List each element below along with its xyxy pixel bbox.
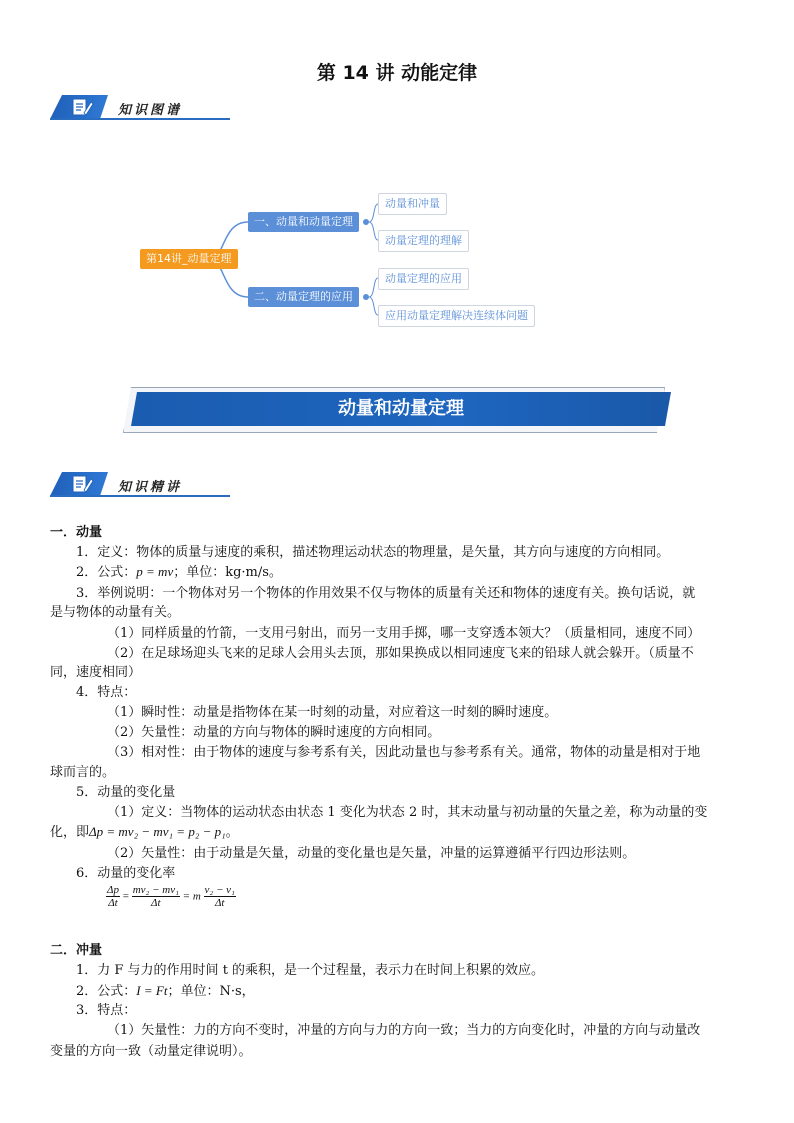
paragraph (50, 822, 239, 843)
topic-banner (123, 387, 671, 433)
section-title: 知识图谱 (118, 103, 183, 118)
paragraph: （1）矢量性：力的方向不变时，冲量的方向与力的方向一致；当力的方向变化时，冲量的方向与动量改 (107, 1023, 701, 1038)
heading-impulse: 二．冲量 (50, 943, 103, 958)
paragraph: 5．动量的变化量 (76, 785, 176, 800)
paragraph (76, 562, 282, 583)
paragraph: （1）同样质量的竹箭，一支用弓射出，而另一支用手掷，哪一支穿透本领大？（质量相同，速度不同） (107, 626, 701, 641)
paragraph: 同，速度相同） (50, 665, 142, 680)
paragraph: 6．动量的变化率 (76, 866, 176, 881)
banner-title: 动量和动量定理 (338, 398, 464, 419)
text: 2．公式： (76, 565, 137, 580)
heading-momentum: 一．动量 (50, 525, 103, 540)
numerator: Δp (107, 884, 119, 896)
formula: p = mv (136, 564, 174, 579)
denominator: Δt (151, 897, 161, 909)
formula: I = Ft (136, 983, 168, 998)
text: 化，即 (50, 825, 90, 840)
paragraph: （1）定义：当物体的运动状态由状态 1 变化为状态 2 时，其末动量与初动量的矢量之差，称为动量的变 (107, 805, 708, 820)
paragraph: 1．定义：物体的质量与速度的乘积，描述物理运动状态的物理量，是矢量，其方向与速度的方向相同。 (76, 545, 670, 560)
mindmap-leaf: 动量定理的应用 (378, 268, 469, 290)
paragraph: 1．力 F 与力的作用时间 t 的乘积，是一个过程量，表示力在时间上积累的效应。 (76, 963, 545, 978)
notepad-icon (70, 474, 94, 494)
text: 2．公式： (76, 984, 137, 999)
fraction (106, 884, 120, 909)
denominator: Δt (108, 897, 118, 909)
multiplier: = m (182, 890, 201, 903)
section-underline (50, 118, 230, 120)
fraction (204, 884, 236, 909)
paragraph: （3）相对性：由于物体的速度与参考系有关，因此动量也与参考系有关。通常，物体的动量是相对于地 (107, 745, 701, 760)
paragraph (76, 981, 255, 1002)
text: ；单位：kg·m/s。 (173, 565, 282, 580)
notepad-icon (70, 97, 94, 117)
paragraph: 4．特点： (76, 685, 137, 700)
mindmap-leaf: 动量定理的理解 (378, 230, 469, 252)
paragraph: 3．举例说明：一个物体对另一个物体的作用效果不仅与物体的质量有关还和物体的速度有关。换句话说，就 (76, 586, 696, 601)
page-title: 第 14 讲 动能定律 (316, 62, 478, 84)
mindmap-leaf: 应用动量定理解决连续体问题 (378, 305, 535, 327)
numerator: mv₂ − mv₁ (132, 884, 179, 896)
paragraph: 是与物体的动量有关。 (50, 605, 181, 620)
section-header-map (0, 95, 300, 123)
paragraph: 变量的方向一致（动量定律说明）。 (50, 1044, 252, 1059)
mindmap-branch-2: 二、动量定理的应用 (248, 287, 359, 307)
paragraph: 3．特点： (76, 1003, 137, 1018)
text: 。 (225, 825, 239, 840)
mindmap-branch-1: 一、动量和动量定理 (248, 212, 359, 232)
paragraph: （2）矢量性：动量的方向与物体的瞬时速度的方向相同。 (107, 725, 441, 740)
section-header-lecture (0, 472, 300, 500)
section-underline (50, 495, 230, 497)
paragraph: 球而言的。 (50, 765, 116, 780)
formula: Δp = mv₂ − mv₁ = p₂ − p₁ (89, 824, 226, 839)
paragraph: （2）在足球场迎头飞来的足球人会用头去顶，那如果换成以相同速度飞来的铅球人就会躲开。（质量不 (107, 646, 694, 661)
paragraph: （2）矢量性：由于动量是矢量，动量的变化量也是矢量，冲量的运算遵循平行四边形法则。 (107, 846, 636, 861)
denominator: Δt (214, 897, 225, 909)
text: ；单位：N·s， (167, 984, 255, 999)
rate-formula (106, 884, 236, 918)
numerator: v₂ − v₁ (204, 884, 235, 896)
section-title: 知识精讲 (118, 480, 183, 495)
equals-sign: = (122, 890, 129, 903)
mindmap-root: 第14讲_动量定理 (140, 249, 238, 269)
fraction (132, 884, 180, 909)
mindmap-leaf: 动量和冲量 (378, 193, 447, 215)
paragraph: （1）瞬时性：动量是指物体在某一时刻的动量，对应着这一时刻的瞬时速度。 (107, 705, 558, 720)
